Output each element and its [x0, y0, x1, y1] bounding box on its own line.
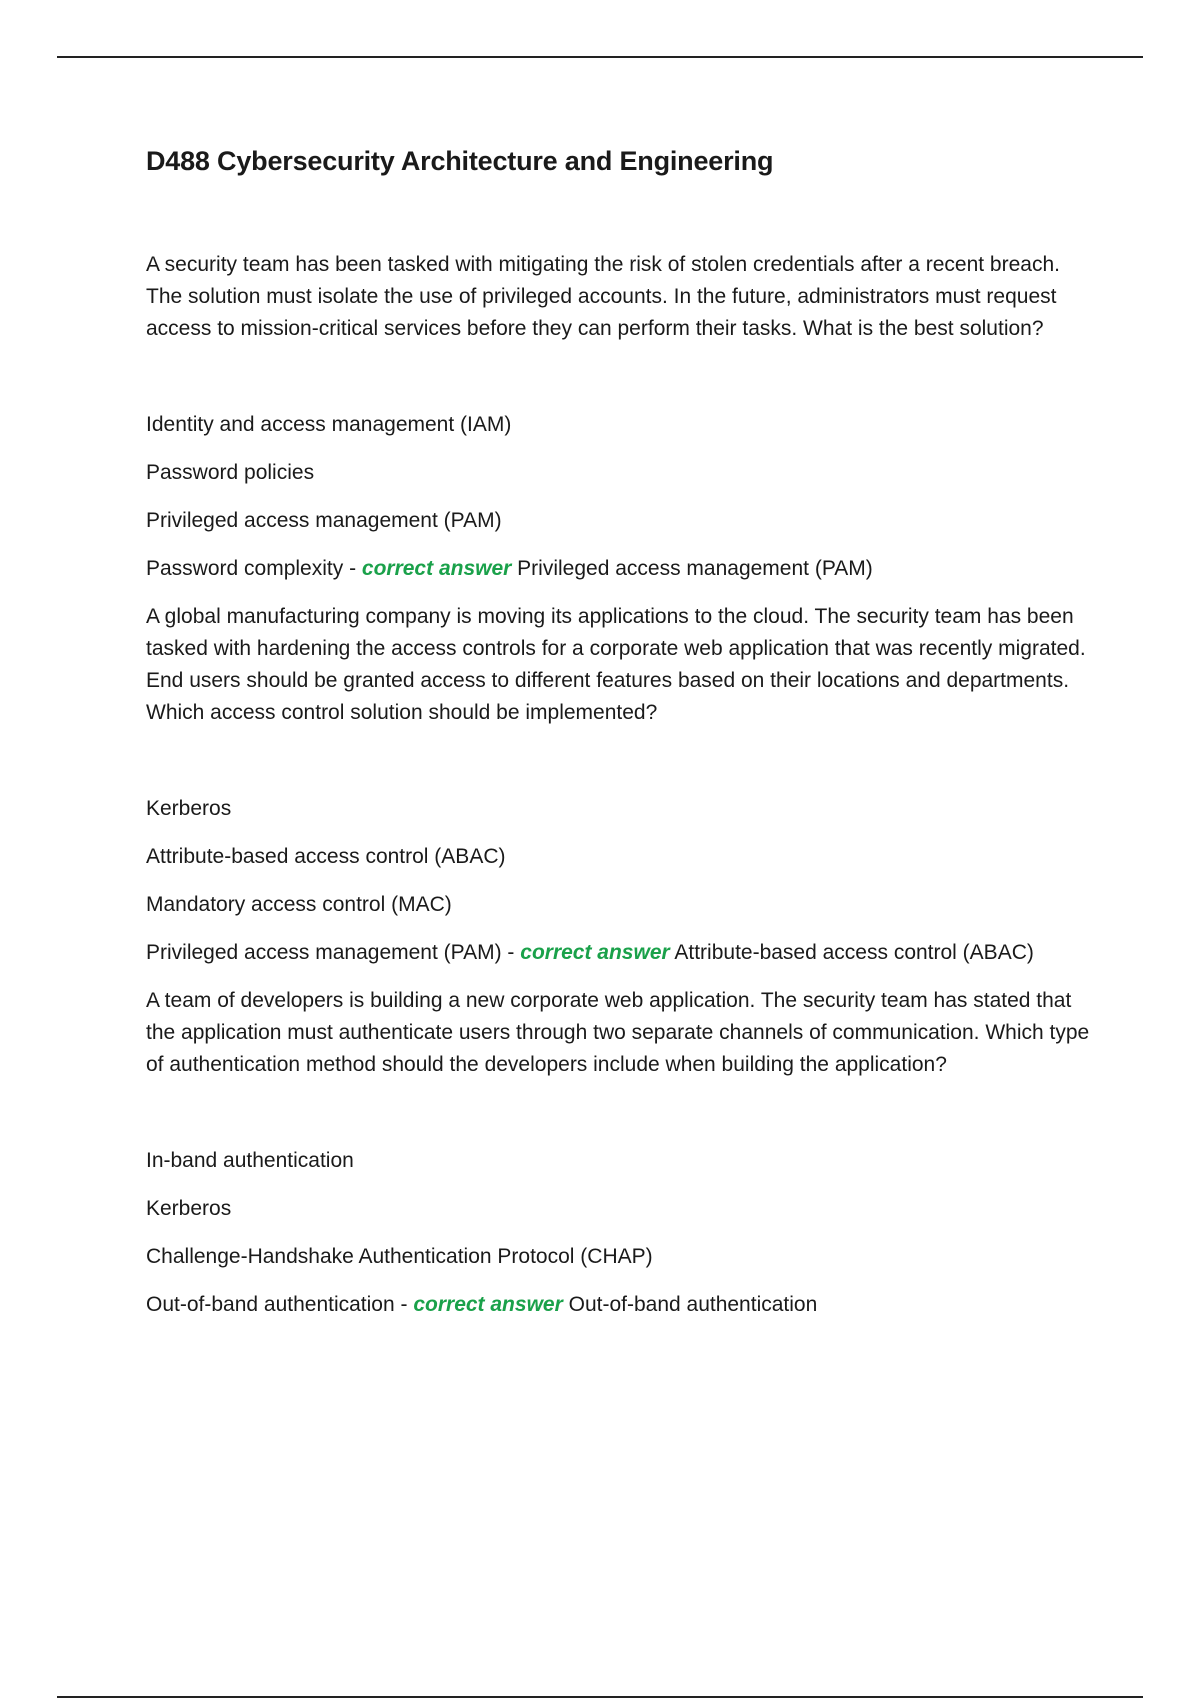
answer-separator: -: [343, 557, 362, 580]
answer-option: Privileged access management (PAM): [146, 509, 502, 532]
answer-option: Attribute-based access control (ABAC): [146, 845, 506, 868]
answer-option-text: Password complexity: [146, 557, 344, 580]
answer-option-text: Privileged access management (PAM): [146, 941, 502, 964]
answer-option: Kerberos: [146, 797, 232, 820]
question-text: A security team has been tasked with mitigating the risk of stolen credentials after a recent breach. The solution must isolate the use of privileged accounts. In the future, administrators must request access to mission-critical services before they can perform their tasks. What is the best solution?: [146, 253, 1060, 340]
answer-option: Identity and access management (IAM): [146, 413, 512, 436]
correct-answer-text: Attribute-based access control (ABAC): [674, 941, 1034, 964]
answer-option-with-key: [146, 553, 1096, 585]
correct-answer-text: Out-of-band authentication: [568, 1293, 818, 1316]
top-divider: [57, 56, 1143, 58]
bottom-divider: [57, 1696, 1143, 1698]
answer-option-with-key: [146, 937, 1096, 969]
answer-option-text: Out-of-band authentication: [146, 1293, 395, 1316]
question-block: [146, 985, 1096, 1321]
question-block: [146, 601, 1096, 969]
correct-answer-marker: correct answer: [361, 557, 512, 580]
answer-option-with-key: [146, 1289, 1096, 1321]
answer-separator: -: [501, 941, 521, 964]
answer-option: Challenge-Handshake Authentication Protocol (CHAP): [146, 1245, 653, 1268]
answer-option: Kerberos: [146, 1197, 232, 1220]
correct-answer-text: Privileged access management (PAM): [517, 557, 873, 580]
answer-option: Password policies: [146, 461, 315, 484]
answer-separator: -: [394, 1293, 414, 1316]
document-body: [146, 146, 1096, 1337]
question-text: A team of developers is building a new corporate web application. The security team has stated that the application must authenticate users through two separate channels of communication. Which type of authentication method should the developers include when building the application?: [146, 989, 1090, 1076]
correct-answer-marker: correct answer: [520, 941, 670, 964]
question-text: A global manufacturing company is moving its applications to the cloud. The security team has been tasked with hardening the access controls for a corporate web application that was recently migrated. End users should be granted access to different features based on their locations and departments. Which access control solution should be implemented?: [146, 605, 1086, 724]
answer-option: Mandatory access control (MAC): [146, 893, 452, 916]
question-block: [146, 249, 1096, 585]
answer-option: In-band authentication: [146, 1149, 354, 1172]
document-title: D488 Cybersecurity Architecture and Engineering: [146, 146, 774, 176]
correct-answer-marker: correct answer: [413, 1293, 563, 1316]
